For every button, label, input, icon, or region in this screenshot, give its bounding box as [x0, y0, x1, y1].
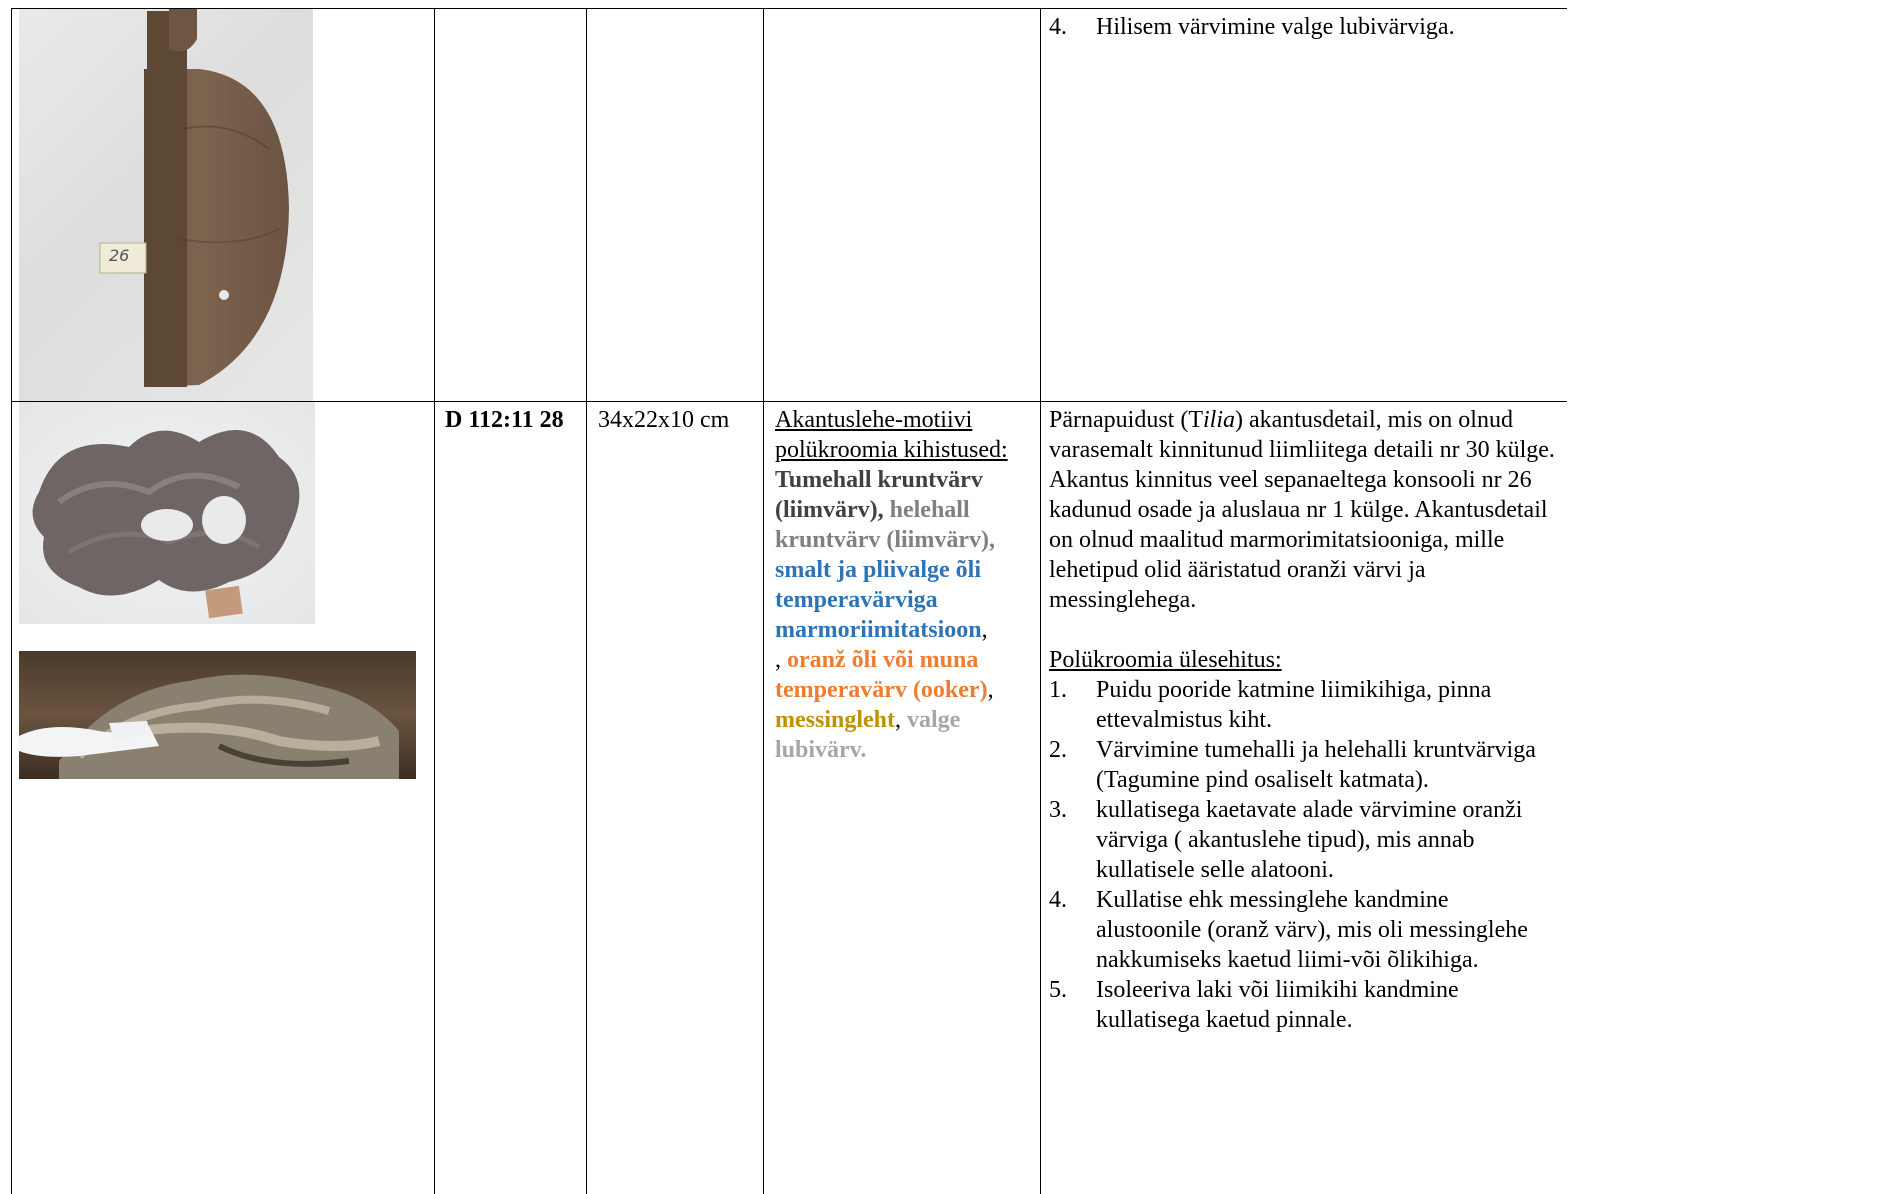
polychromy-step	[1049, 975, 1559, 1035]
step-text: kullatisega kaetavate alade värvimine oranži värviga ( akantuslehe tipud), mis annab kullatisele selle alatooni.	[1096, 797, 1523, 883]
col-divider-1	[434, 8, 435, 1194]
polychromy-step	[1049, 795, 1559, 885]
step-number: 5.	[1049, 977, 1067, 1003]
step-number: 4.	[1049, 887, 1067, 913]
latin-genus-name: ilia	[1202, 407, 1235, 433]
col-divider-2	[586, 8, 587, 1194]
structure-heading: Polükroomia ülesehitus:	[1049, 647, 1282, 673]
layer-white-lime-paint: valge lubivärv.	[775, 707, 961, 763]
description-paragraph	[1049, 405, 1559, 615]
acanthus-layers-closeup-photo	[19, 651, 416, 779]
dimensions: 34x22x10 cm	[598, 407, 730, 433]
acanthus-detail-photo	[19, 402, 315, 624]
layer-separator: ,	[895, 707, 907, 733]
closeup-carving-image	[19, 651, 416, 779]
step-number: 1.	[1049, 677, 1067, 703]
step-text: Puidu pooride katmine liimikihiga, pinna ettevalmistus kiht.	[1096, 677, 1492, 733]
step-text: Värvimine tumehalli ja helehalli kruntvärviga (Tagumine pind osaliselt katmata).	[1096, 737, 1536, 793]
col-divider-3	[763, 8, 764, 1194]
step-number: 2.	[1049, 737, 1067, 763]
layer-separator: ,	[981, 617, 988, 643]
inventory-number: D 112:11 28	[445, 407, 564, 433]
table-left-border	[11, 8, 12, 1194]
step-number: 3.	[1049, 797, 1067, 823]
photo-number-tag: 26	[109, 246, 130, 265]
wooden-console-image	[19, 9, 313, 401]
console-piece-photo	[19, 9, 313, 401]
polychromy-step	[1049, 12, 1559, 42]
layer-light-gray-primer: helehall kruntvärv (liimvärv),	[775, 497, 995, 553]
step-text: Isoleeriva laki või liimikihi kandmine kullatisega kaetud pinnale.	[1096, 977, 1459, 1033]
layers-heading: Akantuslehe-motiivi polükroomia kihistused:	[775, 407, 1008, 463]
polychromy-step	[1049, 885, 1559, 975]
description-text: Pärnapuidust (T	[1049, 407, 1203, 433]
description-text: ) akantusdetail, mis on olnud varasemalt kinnitunud liimliitega detaili nr 30 külge. Akantus kinnitus veel sepanaeltega konsooli nr 26 kadunud osade ja aluslaua nr 1 külge. Akantusdetail on olnud maalitud marmorimitatsiooniga, mille lehetipud olid ääristatud oranži värvi ja messinglehega.	[1049, 407, 1555, 613]
row1-description-cell	[1049, 12, 1559, 42]
polychromy-steps-list	[1049, 675, 1559, 1035]
layer-brass-leaf: messingleht	[775, 707, 895, 733]
step-number: 4.	[1049, 14, 1067, 40]
layer-orange-tempera: oranž õli või muna temperavärv (ooker)	[775, 647, 988, 703]
polychromy-layers-cell	[775, 405, 1033, 765]
step-text: Hilisem värvimine valge lubivärviga.	[1096, 14, 1455, 40]
layer-smalt-marble-imitation: smalt ja pliivalge õli temperavärviga marmoriimitatsioon	[775, 557, 982, 643]
layer-separator: ,	[987, 677, 994, 703]
layer-separator: ,	[775, 647, 787, 673]
polychromy-step	[1049, 735, 1559, 795]
row2-description-cell	[1049, 405, 1559, 1035]
step-text: Kullatise ehk messinglehe kandmine alustoonile (oranž värv), mis oli messinglehe nakkumiseks kaetud liimi-või õlikihiga.	[1096, 887, 1528, 973]
acanthus-carving-image	[19, 402, 315, 624]
polychromy-step	[1049, 675, 1559, 735]
layer-dark-gray-primer: Tumehall kruntvärv (liimvärv),	[775, 467, 983, 523]
col-divider-4	[1040, 8, 1041, 1194]
